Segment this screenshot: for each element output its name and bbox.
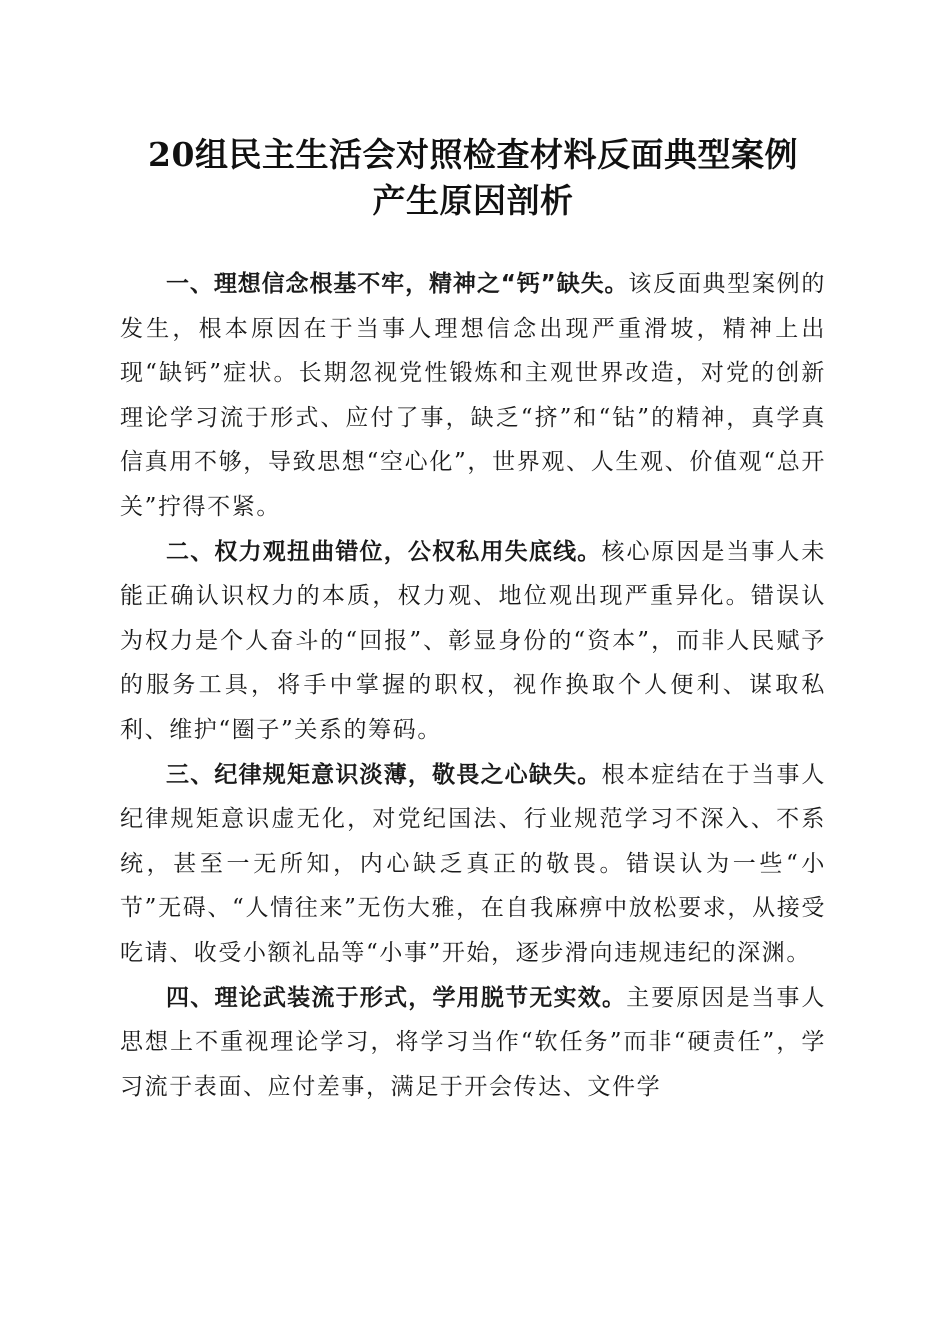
section-4-body: 主要原因是当事人思想上不重视理论学习，将学习当作“软任务”而非“硬责任”，学习流于表面、应付差事，满足于开会传达、文件学 — [120, 984, 826, 1100]
section-3-heading: 三、纪律规矩意识淡薄，敬畏之心缺失。 — [166, 761, 602, 788]
section-1-heading: 一、理想信念根基不牢，精神之“钙”缺失。 — [166, 271, 629, 297]
section-4-paragraph — [120, 976, 826, 1110]
section-2-paragraph — [120, 530, 826, 753]
section-2-body: 核心原因是当事人未能正确认识权力的本质，权力观、地位观出现严重异化。错误认为权力是个人奋斗的“回报”、彰显身份的“资本”，而非人民赋予的服务工具，将手中掌握的职权，视作换取个人便利、谋取私利、维护“圈子”关系的筹码。 — [120, 538, 826, 743]
title-line-1: 20组民主生活会对照检查材料反面典型案例 — [148, 135, 798, 174]
section-1-paragraph — [120, 262, 826, 530]
section-2-heading: 二、权力观扭曲错位，公权私用失底线。 — [166, 538, 602, 565]
section-3-paragraph — [120, 753, 826, 976]
document-title — [110, 132, 836, 224]
section-3-body: 根本症结在于当事人纪律规矩意识虚无化，对党纪国法、行业规范学习不深入、不系统，甚至一无所知，内心缺乏真正的敬畏。错误认为一些“小节”无碍、“人情往来”无伤大雅，在自我麻痹中放松要求，从接受吃请、收受小额礼品等“小事”开始，逐步滑向违规违纪的深渊。 — [120, 761, 826, 966]
section-4-heading: 四、理论武装流于形式，学用脱节无实效。 — [166, 984, 627, 1011]
title-line-2: 产生原因剖析 — [372, 181, 574, 220]
section-1-body: 该反面典型案例的发生，根本原因在于当事人理想信念出现严重滑坡，精神上出现“缺钙”症状。长期忽视党性锻炼和主观世界改造，对党的创新理论学习流于形式、应付了事，缺乏“挤”和“钻”的精神，真学真信真用不够，导致思想“空心化”，世界观、人生观、价值观“总开关”拧得不紧。 — [120, 271, 826, 520]
